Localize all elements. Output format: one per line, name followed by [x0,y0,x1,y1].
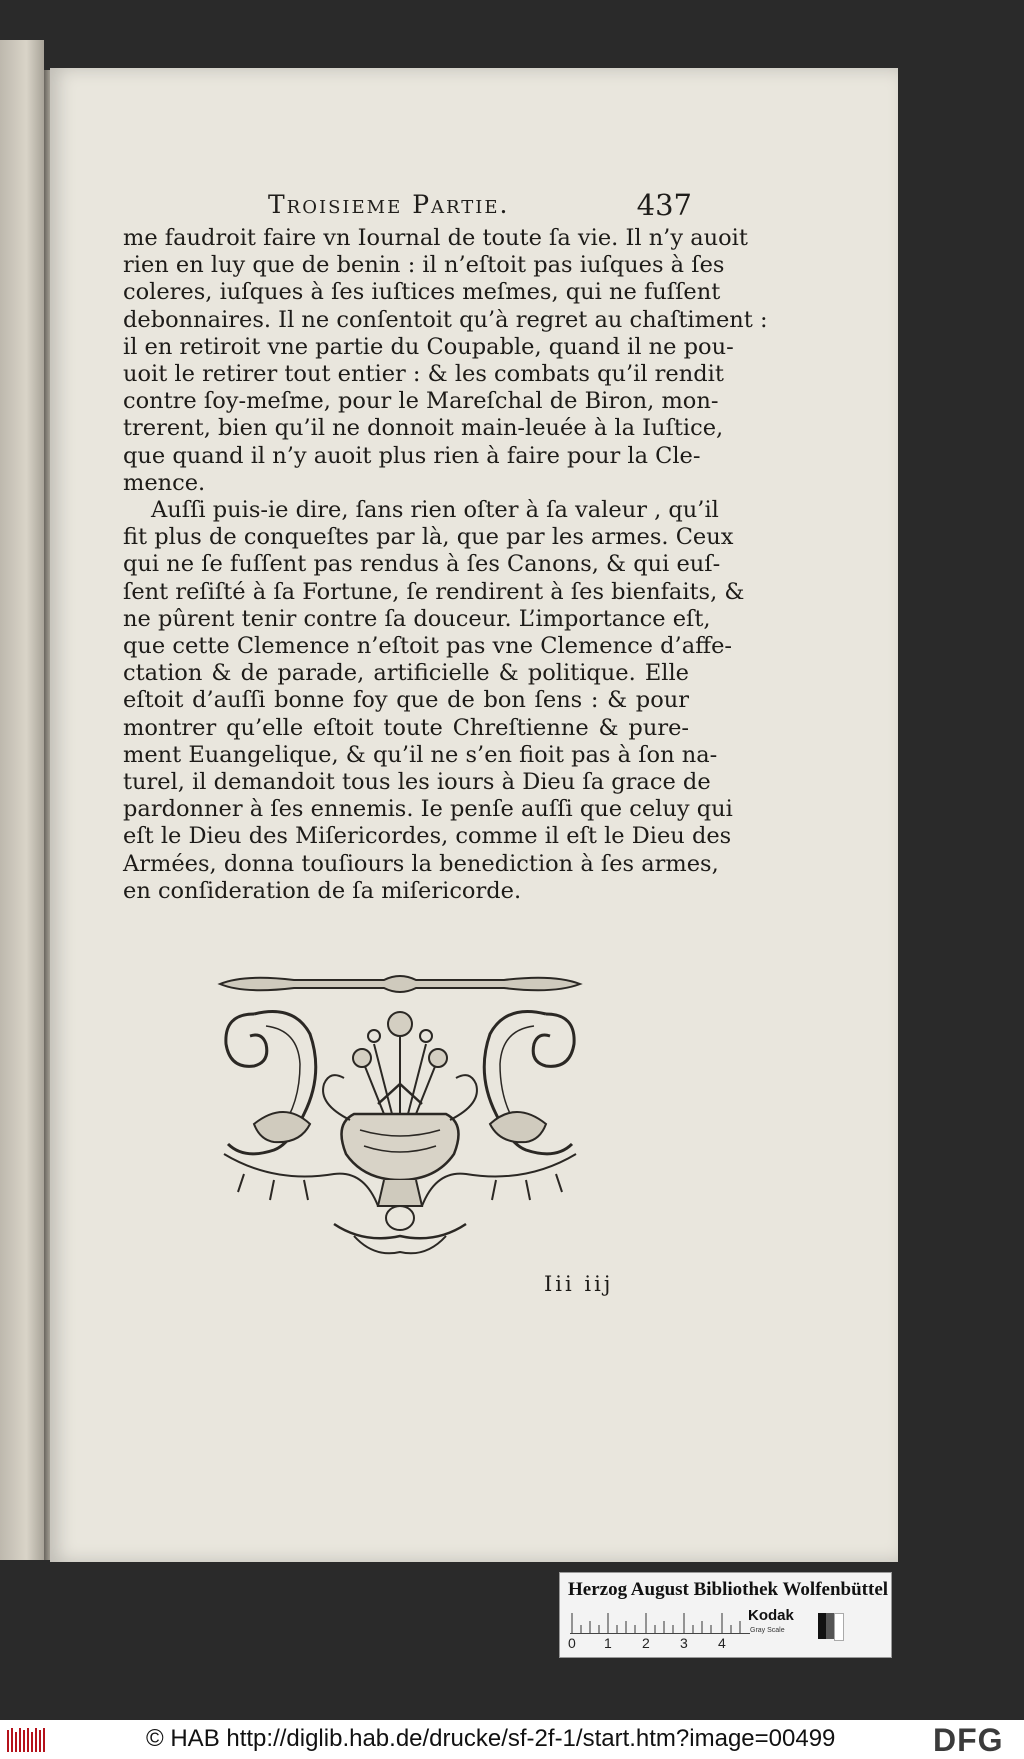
text-line: il en retiroit vne partie du Coupable, quand il ne pou- [123,333,734,360]
text-line: ſent reſiſté à ſa Fortune, ſe rendirent à ſes bienfaits, & [123,578,745,605]
text-line: pardonner à ſes ennemis. Ie penſe auſſi que celuy qui [123,796,733,823]
text-line: qui ne ſe fuſſent pas rendus à ſes Canons, & qui euſ- [123,551,721,578]
hab-logo-icon [6,1726,46,1754]
text-line: turel, il demandoit tous les iours à Dieu ſa grace de [123,769,711,796]
text-line: mence. [123,469,206,496]
text-line: que quand il n’y auoit plus rien à faire pour la Cle- [123,442,701,469]
institution-name: Herzog August Bibliothek Wolfenbüttel [568,1579,889,1600]
text-line: trerent, bien qu’il ne donnoit main-leuée à la Iuſtice, [123,415,724,442]
scale-label: 1 [604,1635,612,1651]
paragraph-2 [123,497,745,905]
text-line: contre ſoy-meſme, pour le Mareſchal de Biron, mon- [123,388,719,415]
paragraph-1 [123,225,768,497]
vase-ornament-illustration [214,974,586,1264]
gray-patch-black [818,1613,826,1639]
text-line: ment Euangelique, & qu’il ne s’en fioit pas à ſon na- [123,741,718,768]
scale-label: 0 [568,1635,576,1651]
body-text [123,225,768,905]
gray-patch-white [834,1613,844,1641]
color-calibration-card [559,1572,892,1658]
page-header [268,190,692,228]
scale-label: 4 [718,1635,726,1651]
gray-patch-dark [826,1613,834,1639]
text-line: en conſideration de ſa miſericorde. [123,877,522,904]
footer-bar [0,1720,1024,1759]
scale-label: 2 [642,1635,650,1651]
text-line: Armées, donna touſiours la benediction à ſes armes, [123,850,719,877]
facing-page-edge [0,40,44,1560]
text-line: Auſſi puis-ie dire, ſans rien oſter à ſa valeur , qu’il [151,497,719,524]
text-line: ctation & de parade, artificielle & politique. Elle [123,660,689,687]
text-line: me faudroit faire vn Iournal de toute ſa vie. Il n’y auoit [123,225,748,251]
text-line: debonnaires. Il ne conſentoit qu’à regret au chaſtiment : [123,306,768,333]
scale-label: 3 [680,1635,688,1651]
text-line: coleres, iuſques à ſes iuſtices meſmes, qui ne fuſſent [123,279,721,306]
kodak-logo: Kodak [748,1607,794,1624]
text-line: rien en luy que de benin : il n’eſtoit pas iuſques à ſes [123,252,725,279]
ruler-scale [570,1609,750,1634]
text-line: uoit le retirer tout entier : & les combats qu’il rendit [123,361,724,388]
page-number: 437 [636,188,692,222]
text-line: montrer qu’elle eſtoit toute Chreſtienne & pure- [123,714,689,741]
text-line: eſtoit d’auſſi bonne foy que de bon ſens : & pour [123,687,689,714]
text-line: que cette Clemence n’eſtoit pas vne Clemence d’affe- [123,633,733,660]
dfg-logo: DFG [933,1722,1004,1758]
text-line: eſt le Dieu des Miſericordes, comme il eſt le Dieu des [123,823,732,850]
running-title: Troisieme Partie. [268,190,510,219]
text-line: ne pûrent tenir contre ſa douceur. L’importance eſt, [123,605,711,632]
copyright-url-link[interactable]: © HAB http://diglib.hab.de/drucke/sf-2f-1/start.htm?image=00499 [146,1725,836,1752]
text-line: fit plus de conqueſtes par là, que par les armes. Ceux [123,524,734,551]
signature-mark: Iii iij [544,1272,614,1296]
gray-scale-label: Gray Scale [750,1627,785,1634]
